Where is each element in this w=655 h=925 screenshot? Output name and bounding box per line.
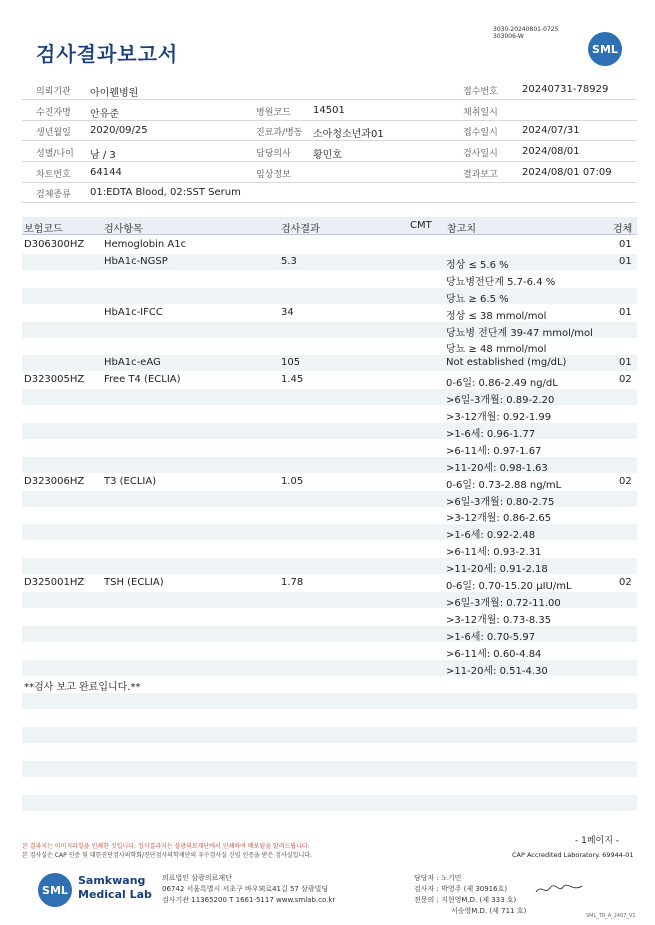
row-stripe [22, 795, 637, 811]
info-label: 채취일시 [463, 108, 498, 118]
cell-ref: >6-11세: 0.93-2.31 [446, 547, 542, 559]
cell-ref: 당뇨 ≥ 48 mmol/mol [446, 344, 547, 356]
cell-specimen: 02 [619, 374, 632, 386]
cell-ref: >1-6세: 0.70-5.97 [446, 631, 536, 643]
row-stripe [22, 423, 637, 439]
info-label: 담당의사 [256, 149, 291, 159]
cell-code: D306300HZ [24, 239, 85, 250]
cell-item: HbA1c-NGSP [104, 255, 168, 267]
cell-ref: >1-6세: 0.92-2.48 [446, 530, 536, 542]
row-stripe [22, 727, 637, 743]
cell-specimen: 02 [619, 577, 632, 588]
cell-specimen: 01 [619, 239, 632, 250]
info-row [22, 79, 637, 100]
cell-ref: Not established (mg/dL) [446, 357, 567, 369]
info-label: 검사일시 [463, 149, 498, 159]
cell-ref: >11-20세: 0.91-2.18 [446, 564, 548, 576]
header-result: 검사결과 [281, 224, 320, 235]
cell-specimen: 01 [619, 306, 632, 318]
info-label: 임상정보 [256, 170, 291, 180]
cell-result: 1.05 [281, 475, 304, 487]
header-code: 보험코드 [24, 224, 63, 235]
info-value: 아이웬병원 [90, 88, 139, 99]
info-value: 2024/07/31 [522, 125, 580, 136]
header-item: 검사항목 [104, 224, 143, 235]
cell-ref: 0-6일: 0.70-15.20 μIU/mL [446, 581, 572, 592]
row-stripe [22, 288, 637, 304]
info-value: 2024/08/01 [522, 146, 580, 157]
info-value: 01:EDTA Blood, 02:SST Serum [90, 187, 241, 198]
document-code: 3030-20240801-0725 303006-W [493, 26, 559, 40]
handwritten-signature [535, 883, 583, 895]
cell-result: 5.3 [281, 255, 297, 267]
info-row [22, 162, 637, 183]
cell-ref: 당뇨 ≥ 6.5 % [446, 293, 509, 305]
cell-item: Hemoglobin A1c [104, 239, 187, 250]
cell-specimen: 01 [619, 255, 632, 267]
header-cmt: CMT [410, 220, 432, 231]
cell-item: TSH (ECLIA) [104, 577, 164, 588]
info-label: 검체종류 [36, 190, 71, 200]
header-reference: 참고치 [447, 224, 476, 235]
sml-logo: SML [588, 32, 622, 66]
info-value: 안유준 [90, 109, 119, 120]
info-value: 소아청소년과01 [313, 129, 384, 140]
cell-ref: >6일-3개월: 0.72-11.00 [446, 597, 561, 609]
cell-ref: >11-20세: 0.98-1.63 [446, 462, 548, 474]
cell-code: D323006HZ [24, 475, 85, 487]
header-specimen: 검체 [613, 224, 633, 235]
info-label: 성별/나이 [36, 149, 74, 159]
cell-ref: >6일-3개월: 0.80-2.75 [446, 496, 555, 508]
page-number: - 1페이지 - [575, 836, 620, 846]
info-value: 14501 [313, 105, 345, 116]
info-label: 생년월일 [36, 128, 71, 138]
cell-ref: 정상 ≤ 5.6 % [446, 259, 509, 271]
cell-result: 34 [281, 306, 294, 318]
info-value: 20240731-78929 [522, 84, 609, 95]
image-print-notice: 본 결과지는 이미지파일을 인쇄한 것입니다. 정식결과지는 삼광의료재단에서 인쇄하여 배포됨을 알려드립니다. [22, 843, 310, 850]
cell-item: Free T4 (ECLIA) [104, 374, 181, 386]
organization-info: 의료법인 삼광의료재단 06742 서울특별시 서초구 바우뫼로41길 57 삼광빌딩 검사기관 11365200 T 1661-5117 www.smlab.co.kr [162, 874, 336, 904]
cell-ref: >1-6세: 0.96-1.77 [446, 428, 536, 440]
info-row [22, 182, 637, 203]
report-complete-note: **검사 보고 완료입니다.** [24, 682, 141, 694]
cell-ref: 0-6일: 0.73-2.88 ng/mL [446, 479, 562, 491]
info-value: 황민호 [313, 150, 342, 161]
info-label: 접수일시 [463, 128, 498, 138]
cell-ref: >6-11세: 0.97-1.67 [446, 445, 542, 457]
info-label: 병원코드 [256, 108, 291, 118]
info-label: 수진자명 [36, 108, 71, 118]
results-table-header [22, 217, 637, 235]
cell-ref: >3-12개월: 0.73-8.35 [446, 614, 552, 626]
info-row [22, 120, 637, 141]
cell-code: D323005HZ [24, 374, 85, 386]
row-stripe [22, 761, 637, 777]
info-label: 접수번호 [463, 87, 498, 97]
cell-ref: >3-12개월: 0.92-1.99 [446, 412, 552, 423]
info-row [22, 141, 637, 162]
info-value: 2024/08/01 07:09 [522, 167, 612, 178]
cell-item: HbA1c-IFCC [104, 306, 163, 318]
cell-ref: >6일-3개월: 0.89-2.20 [446, 395, 555, 407]
cell-ref: 0-6일: 0.86-2.49 ng/dL [446, 378, 558, 390]
footer-logo-icon: SML [38, 873, 72, 907]
row-stripe [22, 524, 637, 540]
info-label: 차트번호 [36, 170, 71, 180]
signatories: 담당자 : 노기민 검사자 : 박영주 (제 30916호) 전문의 : 지현영M.D. (제 333 호) 서승영M.D. (제 711 호) [414, 874, 527, 915]
cell-specimen: 01 [619, 357, 632, 369]
cell-result: 1.78 [281, 577, 304, 588]
accreditation-notice: 본 검사실은 CAP 인증 및 대한진단검사의학회/진단검사의학재단의 우수검사실 신임 인증을 받은 검사실입니다. [22, 852, 312, 859]
cap-accreditation: CAP Accredited Laboratory. 69944-01 [512, 851, 634, 859]
cell-item: HbA1c-eAG [104, 357, 161, 369]
info-row [22, 100, 637, 121]
row-stripe [22, 693, 637, 709]
cell-ref: 정상 ≤ 38 mmol/mol [446, 310, 547, 322]
cell-ref: >3-12개월: 0.86-2.65 [446, 513, 552, 525]
info-label: 의뢰기관 [36, 87, 71, 97]
info-label: 진료과/병동 [256, 128, 303, 138]
footer-logo-text: Samkwang Medical Lab [78, 874, 152, 901]
info-value: 2020/09/25 [90, 125, 148, 136]
form-version: SML_TR_A_2407_V1 [586, 913, 636, 919]
cell-item: T3 (ECLIA) [104, 475, 157, 487]
cell-ref: 당뇨병 전단계 39-47 mmol/mol [446, 327, 593, 339]
cell-specimen: 02 [619, 475, 632, 487]
info-value: 남 / 3 [90, 150, 116, 161]
cell-ref: >11-20세: 0.51-4.30 [446, 665, 548, 677]
cell-result: 1.45 [281, 374, 304, 386]
row-stripe [22, 626, 637, 642]
page-title: 검사결과보고서 [36, 42, 179, 66]
info-label: 결과보고 [463, 170, 498, 180]
cell-result: 105 [281, 357, 301, 369]
cell-ref: >6-11세: 0.60-4.84 [446, 648, 542, 660]
cell-ref: 당뇨병전단계 5.7-6.4 % [446, 276, 556, 288]
cell-code: D325001HZ [24, 577, 85, 588]
info-value: 64144 [90, 167, 122, 178]
